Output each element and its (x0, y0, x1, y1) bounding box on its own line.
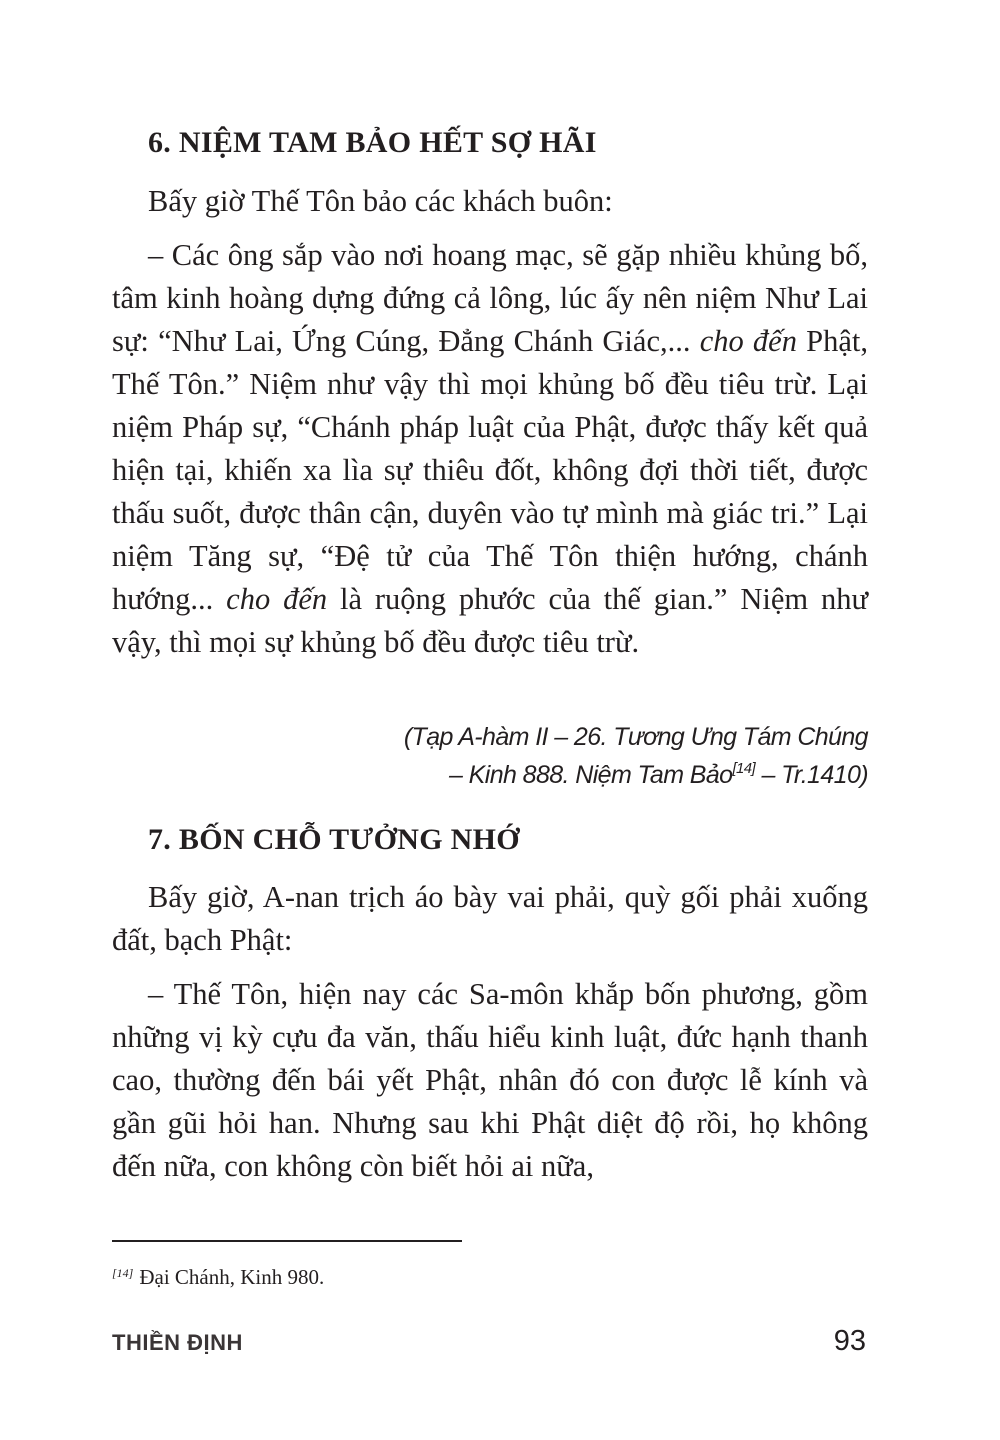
footnote-divider (112, 1240, 462, 1242)
paragraph-text: là ruộng phước của thế gian.” Niệm như vậy, thì mọi sự khủng bố đều được tiêu trừ. (112, 582, 868, 659)
section-6-heading: 6. NIỆM TAM BẢO HẾT SỢ HÃI (148, 126, 597, 159)
footnote-reference[interactable]: [14] (732, 760, 756, 777)
page-number: 93 (833, 1325, 866, 1357)
paragraph-text: – Các ông sắp vào nơi hoang mạc, sẽ gặp nhiều khủng bố, tâm kinh hoàng dựng đứng cả lông, lúc ấy nên niệm Như Lai sự: “Như Lai, Ứng Cúng, Đẳng Chánh Giác,... (112, 238, 868, 358)
section-6-paragraph-2 (112, 234, 868, 664)
citation-text: – Kinh 888. Niệm Tam Bảo (449, 761, 733, 789)
source-citation (404, 718, 868, 794)
citation-line-1: (Tạp A-hàm II – 26. Tương Ưng Tám Chúng (403, 723, 868, 751)
running-footer-title: THIỀN ĐỊNH (112, 1330, 243, 1355)
footnote-mark: [14] (112, 1266, 134, 1280)
footnote (112, 1258, 324, 1292)
italic-phrase: cho đến (699, 324, 797, 358)
section-6-body (112, 180, 868, 664)
footnote-text: Đại Chánh, Kinh 980. (139, 1265, 325, 1289)
section-7-paragraph-1: Bấy giờ, A-nan trịch áo bày vai phải, quỳ gối phải xuống đất, bạch Phật: (112, 880, 868, 957)
paragraph-text: Phật, Thế Tôn.” Niệm như vậy thì mọi khủng bố đều tiêu trừ. Lại niệm Pháp sự, “Chánh pháp luật của Phật, được thấy kết quả hiện tại, khiến xa lìa sự thiêu đốt, không đợi thời tiết, được thấu suốt, được thân cận, duyên vào tự mình mà giác tri.” Lại niệm Tăng sự, “Đệ tử của Thế Tôn thiện hướng, chánh hướng... (112, 324, 869, 616)
italic-phrase: cho đến (226, 582, 328, 616)
section-7-paragraph-2: – Thế Tôn, hiện nay các Sa-môn khắp bốn phương, gồm những vị kỳ cựu đa văn, thấu hiểu kinh luật, đức hạnh thanh cao, thường đến bái yết Phật, nhân đó con được lễ kính và gần gũi hỏi han. Nhưng sau khi Phật diệt độ rồi, họ không đến nữa, con không còn biết hỏi ai nữa, (112, 977, 868, 1183)
section-7-heading: 7. BỐN CHỖ TƯỞNG NHỚ (148, 823, 520, 856)
citation-line-2 (404, 756, 868, 794)
section-6-paragraph-1: Bấy giờ Thế Tôn bảo các khách buôn: (148, 184, 613, 218)
citation-text: – Tr.1410) (755, 761, 868, 789)
section-7-body (112, 876, 868, 1188)
